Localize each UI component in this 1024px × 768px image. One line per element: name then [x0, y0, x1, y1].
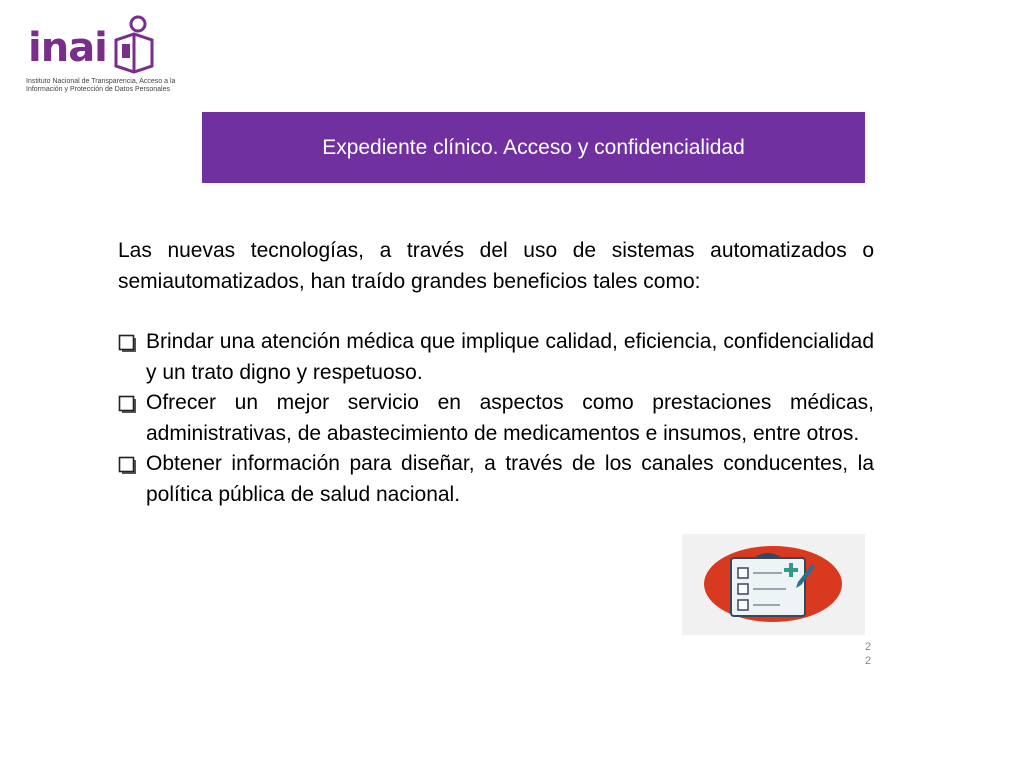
intro-paragraph: Las nuevas tecnologías, a través del uso de sistemas automatizados o semiautomatizados, han traído grandes beneficios tales como:: [118, 239, 874, 293]
page-number: 2 2: [864, 641, 872, 667]
benefits-list: [118, 327, 874, 510]
slide-title: [202, 112, 865, 183]
slide-title-text: Expediente clínico. Acceso y confidencialidad: [322, 135, 745, 159]
checkbox-icon: [118, 449, 146, 510]
slide-content: [118, 236, 874, 510]
list-item: [118, 327, 874, 388]
checkbox-icon: [118, 388, 146, 449]
logo-caption: Instituto Nacional de Transparencia, Acceso a la Información y Protección de Datos Personales: [26, 78, 176, 93]
bullet-text: Obtener información para diseñar, a través de los canales conducentes, la política pública de salud nacional.: [146, 452, 874, 506]
list-item: [118, 388, 874, 449]
bullet-text: Ofrecer un mejor servicio en aspectos como prestaciones médicas, administrativas, de abastecimiento de medicamentos e insumos, entre otros.: [146, 391, 874, 445]
bullet-text: Brindar una atención médica que implique calidad, eficiencia, confidencialidad y un trato digno y respetuoso.: [146, 330, 874, 384]
logo-wordmark: inai: [28, 25, 107, 71]
clipboard-checklist-icon: [682, 534, 865, 635]
medical-record-illustration: [682, 534, 865, 635]
list-item: [118, 449, 874, 510]
checkbox-icon: [118, 327, 146, 388]
inai-logo: [24, 14, 174, 96]
logo-book-person-icon: [112, 14, 156, 78]
